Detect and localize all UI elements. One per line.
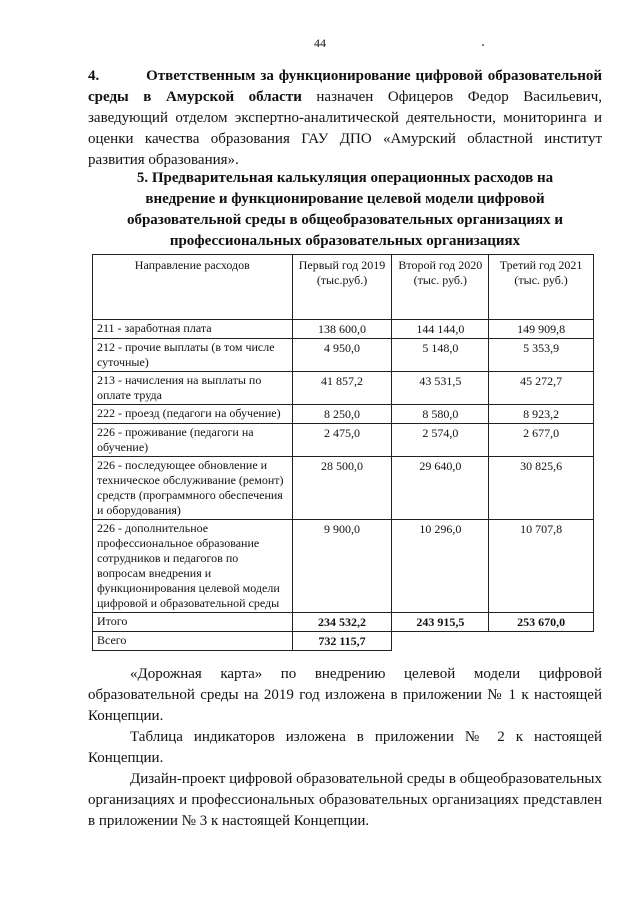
design-project-paragraph: Дизайн-проект цифровой образовательной среды в общеобразовательных организациях и профессиональных образовательных организациях представлен в приложении № 3 к настоящей Концепции.: [88, 771, 602, 829]
scan-speck: [482, 44, 484, 46]
operational-costs-table: [92, 254, 594, 651]
section-5-title-line: 5. Предварительная калькуляция операционных расходов на: [136, 170, 554, 186]
total-row: [93, 613, 594, 632]
section-4-number: 4.: [88, 68, 100, 84]
row-label: 226 - дополнительное профессиональное образование сотрудников и педагогов по вопросам внедрения и функционирования целевой модели цифровой и образовательной среды: [93, 520, 293, 613]
cell-2021: 5 353,9: [489, 339, 594, 372]
cell-2019: 4 950,0: [292, 339, 392, 372]
cell-2020: 10 296,0: [392, 520, 489, 613]
cell-2020: 29 640,0: [392, 457, 489, 520]
cell-2019: 41 857,2: [292, 372, 392, 405]
cell-2020: 43 531,5: [392, 372, 489, 405]
section-5-title-line: образовательной среды в общеобразовательных организациях и: [126, 212, 564, 228]
cell-2020: 144 144,0: [392, 320, 489, 339]
header-year-2020: Второй год 2020 (тыс. руб.): [392, 255, 489, 320]
table-row: [93, 457, 594, 520]
cell-2019: 2 475,0: [292, 424, 392, 457]
table-row: [93, 520, 594, 613]
total-2019: 234 532,2: [292, 613, 392, 632]
cell-2021: 45 272,7: [489, 372, 594, 405]
row-label: 211 - заработная плата: [93, 320, 293, 339]
cell-2019: 138 600,0: [292, 320, 392, 339]
cell-2021: 149 909,8: [489, 320, 594, 339]
table-row: [93, 405, 594, 424]
grand-total-label: Всего: [93, 632, 293, 651]
cell-2021: 2 677,0: [489, 424, 594, 457]
total-label: Итого: [93, 613, 293, 632]
table-row: [93, 424, 594, 457]
header-direction: Направление расходов: [93, 255, 293, 320]
table-row: [93, 339, 594, 372]
header-year-2021: Третий год 2021 (тыс. руб.): [489, 255, 594, 320]
indicators-paragraph: Таблица индикаторов изложена в приложении № 2 к настоящей Концепции.: [88, 729, 602, 766]
cell-2019: 9 900,0: [292, 520, 392, 613]
section-4-paragraph: [88, 66, 602, 171]
roadmap-paragraph: «Дорожная карта» по внедрению целевой модели цифровой образовательной среды на 2019 год изложена в приложении № 1 к настоящей Концепции.: [88, 666, 602, 724]
cell-2020: 8 580,0: [392, 405, 489, 424]
cell-2021: 8 923,2: [489, 405, 594, 424]
row-label: 226 - последующее обновление и техническое обслуживание (ремонт) средств (программного обеспечения и оборудования): [93, 457, 293, 520]
empty-cell: [392, 632, 489, 651]
table-row: [93, 320, 594, 339]
row-label: 212 - прочие выплаты (в том числе суточные): [93, 339, 293, 372]
cell-2019: 28 500,0: [292, 457, 392, 520]
page-number: 44: [314, 36, 326, 50]
row-label: 213 - начисления на выплаты по оплате труда: [93, 372, 293, 405]
section-5-title-line: внедрение и функционирование целевой модели цифровой: [145, 191, 545, 207]
cell-2020: 2 574,0: [392, 424, 489, 457]
section-5-title-line: профессиональных образовательных организациях: [169, 233, 521, 249]
total-2020: 243 915,5: [392, 613, 489, 632]
header-year-2019: Первый год 2019 (тыс.руб.): [292, 255, 392, 320]
cell-2021: 10 707,8: [489, 520, 594, 613]
section-4-text: назначен Офицеров Федор Васильевич, заведующий отделом экспертно-аналитической деятельности, мониторинга и оценки качества образования ГАУ ДПО «Амурский областной институт развития образования».: [88, 89, 602, 168]
row-label: 222 - проезд (педагоги на обучение): [93, 405, 293, 424]
grand-total-row: [93, 632, 594, 651]
empty-cell: [489, 632, 594, 651]
table-header-row: [93, 255, 594, 320]
row-label: 226 - проживание (педагоги на обучение): [93, 424, 293, 457]
cell-2020: 5 148,0: [392, 339, 489, 372]
section-4-bold-text: Ответственным за функционирование цифровой образовательной среды в Амурской области: [88, 68, 602, 105]
section-5-title: [100, 168, 590, 252]
total-2021: 253 670,0: [489, 613, 594, 632]
cell-2019: 8 250,0: [292, 405, 392, 424]
cell-2021: 30 825,6: [489, 457, 594, 520]
grand-total-value: 732 115,7: [292, 632, 392, 651]
table-row: [93, 372, 594, 405]
